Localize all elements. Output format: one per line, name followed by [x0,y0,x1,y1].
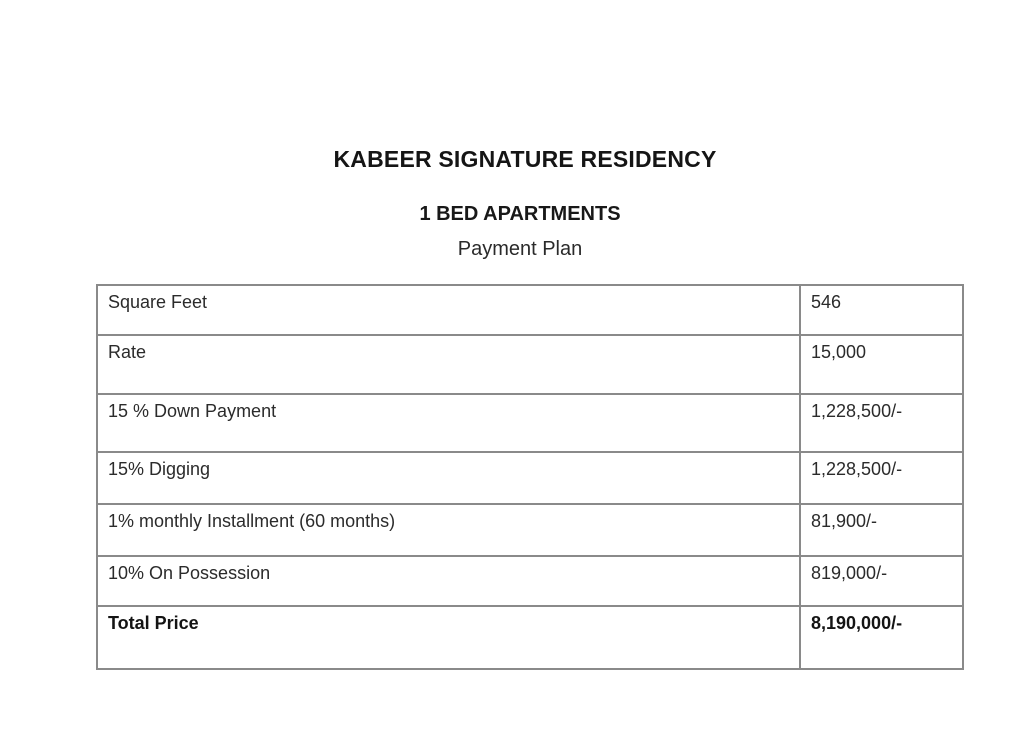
table-row-on-possession [97,556,963,606]
table-row-total-price [97,606,963,669]
document-subtitle: 1 BED APARTMENTS [419,203,621,225]
table-row-square-feet [97,285,963,335]
row-value: 546 [800,285,963,335]
row-label: Square Feet [97,285,800,335]
row-label: 10% On Possession [97,556,800,606]
total-value: 8,190,000/- [800,606,963,669]
row-value: 1,228,500/- [800,394,963,452]
row-value: 819,000/- [800,556,963,606]
row-label: Rate [97,335,800,394]
payment-plan-label: Payment Plan [457,238,583,260]
row-value: 15,000 [800,335,963,394]
row-value: 81,900/- [800,504,963,556]
row-label: 15% Digging [97,452,800,504]
table-row-down-payment [97,394,963,452]
row-value: 1,228,500/- [800,452,963,504]
total-label: Total Price [97,606,800,669]
table-row-digging [97,452,963,504]
row-label: 1% monthly Installment (60 months) [97,504,800,556]
row-label: 15 % Down Payment [97,394,800,452]
table-row-monthly-installment [97,504,963,556]
document-title: KABEER SIGNATURE RESIDENCY [333,146,717,172]
table-row-rate [97,335,963,394]
payment-plan-table [96,284,964,670]
